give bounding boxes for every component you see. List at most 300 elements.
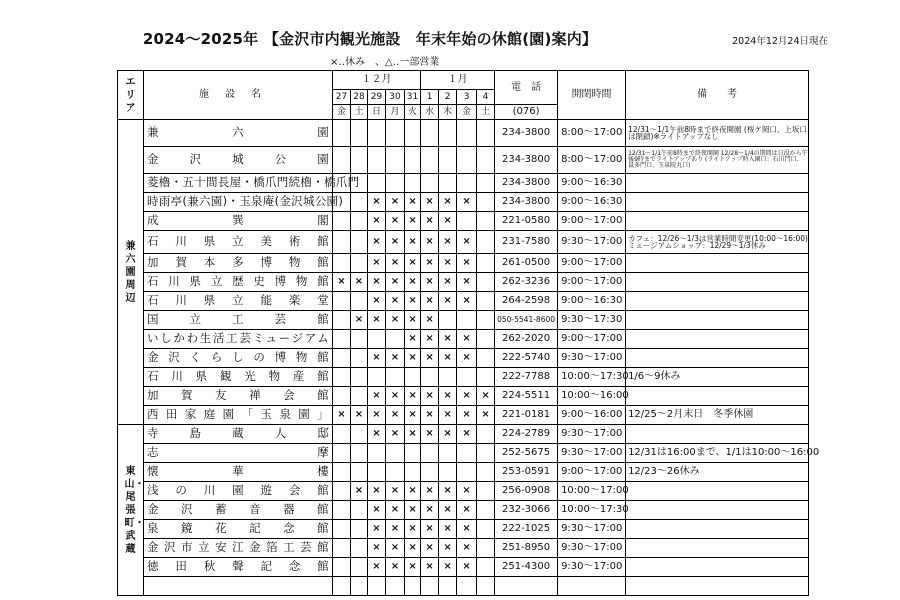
closure-mark (333, 425, 351, 444)
closure-mark (477, 444, 495, 463)
closure-mark (351, 349, 368, 368)
closure-mark: × (421, 349, 439, 368)
note (626, 425, 809, 444)
closure-mark (439, 577, 457, 596)
closure-mark (351, 120, 368, 147)
note (626, 330, 809, 349)
facility-row (118, 311, 809, 330)
closure-mark (477, 330, 495, 349)
facility-row (118, 520, 809, 539)
phone-number: 251-4300 (495, 558, 558, 577)
facility-name: 泉鏡花記念館 (144, 520, 333, 539)
closure-mark: × (368, 482, 386, 501)
closure-mark: × (351, 406, 368, 425)
note (626, 254, 809, 273)
day-cell: 2 (439, 90, 457, 105)
closure-mark (351, 463, 368, 482)
facility-name: 成巽閣 (144, 212, 333, 231)
weekday-cell: 金 (333, 105, 351, 120)
closure-mark (351, 520, 368, 539)
day-cell: 31 (405, 90, 421, 105)
closure-mark: × (405, 231, 421, 254)
closure-mark: × (421, 501, 439, 520)
closure-mark: × (368, 501, 386, 520)
closure-mark: × (351, 311, 368, 330)
closure-mark (351, 212, 368, 231)
facility-name: 石川県観光物産館 (144, 368, 333, 387)
facility-name: いしかわ生活工芸ミュージアム (144, 330, 333, 349)
note (626, 387, 809, 406)
closure-mark: × (457, 520, 477, 539)
closure-mark: × (457, 254, 477, 273)
closure-mark: × (386, 193, 405, 212)
closure-mark: × (405, 406, 421, 425)
closure-mark (439, 174, 457, 193)
facility-row (118, 231, 809, 254)
closure-mark (368, 463, 386, 482)
facility-row (118, 349, 809, 368)
opening-hours: 10:00～17:30 (558, 501, 626, 520)
facility-name: 志摩 (144, 444, 333, 463)
facility-row (118, 501, 809, 520)
phone-number: 232-3066 (495, 501, 558, 520)
facility-row (118, 482, 809, 501)
closure-mark: × (368, 231, 386, 254)
note (626, 311, 809, 330)
closure-mark: × (439, 558, 457, 577)
facility-name: 時雨亭(兼六園)・玉泉庵(金沢城公園) (144, 193, 333, 212)
note (626, 482, 809, 501)
closure-mark (439, 311, 457, 330)
phone-number: 221-0580 (495, 212, 558, 231)
closure-mark: × (333, 406, 351, 425)
closure-mark: × (405, 273, 421, 292)
closure-mark: × (368, 387, 386, 406)
closure-mark (457, 212, 477, 231)
closure-mark (457, 463, 477, 482)
note (626, 349, 809, 368)
closure-mark: × (439, 273, 457, 292)
phone-number: 231-7580 (495, 231, 558, 254)
closure-mark: × (405, 193, 421, 212)
closure-mark: × (405, 539, 421, 558)
facility-name: 菱櫓・五十間長屋・橋爪門続櫓・橋爪門 (144, 174, 333, 193)
closure-mark: × (421, 193, 439, 212)
phone-number: 224-2789 (495, 425, 558, 444)
closure-mark (351, 330, 368, 349)
phone-number: 264-2598 (495, 292, 558, 311)
closure-mark (351, 501, 368, 520)
closure-mark: × (386, 501, 405, 520)
hours-header: 開閉時間 (558, 71, 626, 120)
note: 12/31～1/1午前8時まで終夜開園 (桜ケ岡口、上坂口は閉鎖)※ライトアップなし (626, 120, 809, 147)
day-cell: 28 (351, 90, 368, 105)
closure-mark: × (386, 212, 405, 231)
facility-row (118, 254, 809, 273)
document-title: 2024～2025年 【金沢市内観光施設 年末年始の休館(園)案内】 (142, 30, 598, 48)
closure-mark (386, 120, 405, 147)
weekday-cell: 金 (457, 105, 477, 120)
closure-mark: × (421, 406, 439, 425)
closure-mark: × (439, 349, 457, 368)
weekday-cell: 土 (477, 105, 495, 120)
closure-mark: × (386, 558, 405, 577)
closure-mark: × (457, 349, 477, 368)
opening-hours: 9:30～17:00 (558, 539, 626, 558)
tel-area-code: (076) (495, 105, 558, 120)
facility-name: 石川県立能楽堂 (144, 292, 333, 311)
phone-number: 234-3800 (495, 174, 558, 193)
phone-number: 234-3800 (495, 147, 558, 174)
note: 12/23～26休み (626, 463, 809, 482)
facility-name: 金沢城公園 (144, 147, 333, 174)
closure-mark: × (386, 425, 405, 444)
closure-mark (333, 482, 351, 501)
closure-mark: × (386, 254, 405, 273)
closure-mark (333, 349, 351, 368)
day-cell: 3 (457, 90, 477, 105)
closure-mark (439, 444, 457, 463)
day-cell: 27 (333, 90, 351, 105)
phone-number: 252-5675 (495, 444, 558, 463)
closure-mark (457, 120, 477, 147)
closure-mark: × (386, 273, 405, 292)
closure-mark (477, 501, 495, 520)
phone-number: 253-0591 (495, 463, 558, 482)
weekday-cell: 水 (421, 105, 439, 120)
closure-mark (457, 174, 477, 193)
phone-number: 222-5740 (495, 349, 558, 368)
opening-hours: 9:00～17:00 (558, 463, 626, 482)
closure-mark: × (368, 292, 386, 311)
closure-mark (351, 292, 368, 311)
note (626, 273, 809, 292)
facility-name: 徳田秋聲記念館 (144, 558, 333, 577)
closure-mark (333, 501, 351, 520)
note (626, 174, 809, 193)
closure-mark: × (439, 330, 457, 349)
closure-mark: × (439, 193, 457, 212)
closure-mark (421, 147, 439, 174)
closure-mark: × (439, 539, 457, 558)
facility-row (118, 577, 809, 596)
closure-mark: × (351, 482, 368, 501)
day-cell: 1 (421, 90, 439, 105)
closure-mark (477, 147, 495, 174)
closure-mark (333, 463, 351, 482)
opening-hours: 9:00～17:00 (558, 212, 626, 231)
closure-mark: × (368, 212, 386, 231)
closure-mark (405, 120, 421, 147)
weekday-cell: 火 (405, 105, 421, 120)
closure-mark (333, 577, 351, 596)
day-cell: 4 (477, 90, 495, 105)
facility-row (118, 539, 809, 558)
note: カフェ：12/26～1/3は営業時間変更(10:00～16:00) ミュージアムショップ：12/29～1/3休み (626, 231, 809, 254)
closure-mark: × (421, 212, 439, 231)
closure-mark (457, 577, 477, 596)
closure-mark: × (333, 273, 351, 292)
facility-name: 金沢蓄音器館 (144, 501, 333, 520)
phone-number: 234-3800 (495, 193, 558, 212)
closure-mark (368, 444, 386, 463)
weekday-cell: 木 (439, 105, 457, 120)
weekday-cell: 月 (386, 105, 405, 120)
facility-name: 石川県立歴史博物館 (144, 273, 333, 292)
note (626, 501, 809, 520)
closure-mark: × (368, 425, 386, 444)
closure-mark: × (457, 387, 477, 406)
closure-mark (477, 425, 495, 444)
facility-name: 寺島蔵人邸 (144, 425, 333, 444)
closure-mark: × (405, 212, 421, 231)
closure-mark (351, 193, 368, 212)
month-december: １２月 (333, 71, 421, 90)
closure-mark (477, 231, 495, 254)
area-label: 兼六園周辺 (118, 120, 144, 425)
closure-mark (477, 558, 495, 577)
closure-mark: × (386, 406, 405, 425)
closure-mark (333, 520, 351, 539)
phone-number: 222-1025 (495, 520, 558, 539)
closure-mark (351, 231, 368, 254)
closure-mark (368, 174, 386, 193)
closure-mark (333, 212, 351, 231)
opening-hours: 10:00～17:00 (558, 482, 626, 501)
facility-row (118, 387, 809, 406)
closure-mark (405, 368, 421, 387)
closure-mark (386, 330, 405, 349)
closure-mark: × (439, 501, 457, 520)
closure-mark (351, 444, 368, 463)
closure-mark: × (405, 330, 421, 349)
phone-number: 221-0181 (495, 406, 558, 425)
closure-mark (333, 292, 351, 311)
closure-mark (477, 273, 495, 292)
closure-mark: × (457, 539, 477, 558)
closure-mark (386, 174, 405, 193)
closure-mark (421, 577, 439, 596)
as-of-date: 2024年12月24日現在 (732, 36, 828, 47)
closure-mark: × (405, 520, 421, 539)
closure-mark (477, 539, 495, 558)
closure-mark (333, 444, 351, 463)
closure-mark (477, 463, 495, 482)
facility-row (118, 368, 809, 387)
note (626, 212, 809, 231)
closure-mark (351, 539, 368, 558)
closure-mark: × (439, 231, 457, 254)
closure-mark: × (386, 231, 405, 254)
closure-mark (333, 330, 351, 349)
closure-mark (351, 558, 368, 577)
closure-mark (351, 387, 368, 406)
facility-name: 金沢市立安江金箔工芸館 (144, 539, 333, 558)
closure-mark: × (421, 482, 439, 501)
closure-mark: × (421, 292, 439, 311)
note (626, 577, 809, 596)
note (626, 539, 809, 558)
closure-mark: × (421, 520, 439, 539)
opening-hours: 9:30～17:00 (558, 349, 626, 368)
facility-row (118, 120, 809, 147)
facility-row (118, 444, 809, 463)
note: 1/6～9休み (626, 368, 809, 387)
closure-mark (368, 368, 386, 387)
closure-mark: × (405, 558, 421, 577)
closure-mark (333, 368, 351, 387)
note (626, 558, 809, 577)
closure-mark (457, 147, 477, 174)
facility-row (118, 212, 809, 231)
closure-mark (368, 577, 386, 596)
facility-name: 加賀友禅会館 (144, 387, 333, 406)
opening-hours: 10:00～16:00 (558, 387, 626, 406)
closure-mark (333, 254, 351, 273)
closure-mark (351, 425, 368, 444)
closure-mark: × (457, 406, 477, 425)
closure-mark: × (405, 425, 421, 444)
closure-mark: × (405, 292, 421, 311)
opening-hours: 9:30～17:00 (558, 444, 626, 463)
closure-mark: × (405, 254, 421, 273)
facility-name: 国立工芸館 (144, 311, 333, 330)
facility-row (118, 174, 809, 193)
tel-header: 電 話 (495, 71, 558, 105)
closure-mark (333, 387, 351, 406)
closure-mark (386, 147, 405, 174)
weekday-cell: 土 (351, 105, 368, 120)
closure-mark (386, 444, 405, 463)
closure-mark: × (368, 311, 386, 330)
closure-mark: × (368, 539, 386, 558)
phone-number: 251-8950 (495, 539, 558, 558)
area-header: エリア (118, 71, 144, 120)
closure-mark (421, 463, 439, 482)
closure-mark (368, 120, 386, 147)
opening-hours: 8:00～17:00 (558, 147, 626, 174)
phone-number (495, 577, 558, 596)
closure-mark (421, 444, 439, 463)
month-january: １月 (421, 71, 495, 90)
closure-mark: × (457, 292, 477, 311)
opening-hours: 9:00～16:00 (558, 406, 626, 425)
facility-row (118, 558, 809, 577)
closure-mark (421, 174, 439, 193)
closure-mark: × (457, 273, 477, 292)
facility-header: 施設名 (144, 71, 333, 120)
closure-mark (405, 147, 421, 174)
facility-name (144, 577, 333, 596)
closure-mark: × (386, 311, 405, 330)
closure-mark (333, 147, 351, 174)
closure-mark: × (421, 231, 439, 254)
closure-mark: × (457, 425, 477, 444)
closure-mark: × (457, 482, 477, 501)
closure-mark: × (477, 387, 495, 406)
phone-number: 256-0908 (495, 482, 558, 501)
closure-mark: × (439, 520, 457, 539)
closure-mark: × (386, 482, 405, 501)
closure-mark: × (405, 311, 421, 330)
opening-hours: 9:30～17:30 (558, 311, 626, 330)
opening-hours: 9:00～17:00 (558, 330, 626, 349)
closure-mark (477, 349, 495, 368)
closure-mark: × (421, 539, 439, 558)
phone-number: 261-0500 (495, 254, 558, 273)
closure-mark (439, 368, 457, 387)
closure-mark (386, 577, 405, 596)
closure-mark: × (421, 311, 439, 330)
closure-mark: × (405, 501, 421, 520)
day-cell: 29 (368, 90, 386, 105)
closure-mark: × (439, 406, 457, 425)
closure-mark (405, 444, 421, 463)
closure-mark: × (421, 273, 439, 292)
closure-mark (333, 120, 351, 147)
closure-mark: × (457, 501, 477, 520)
closure-mark: × (421, 387, 439, 406)
closure-mark (351, 254, 368, 273)
closure-mark (386, 463, 405, 482)
facility-row (118, 193, 809, 212)
note: 12/25～2月末日 冬季休園 (626, 406, 809, 425)
closure-mark (457, 311, 477, 330)
closure-mark (368, 330, 386, 349)
closure-mark: × (421, 254, 439, 273)
closure-mark: × (368, 406, 386, 425)
closure-mark (333, 231, 351, 254)
facility-row (118, 425, 809, 444)
note: 12/31～1/1午前8時まで終夜開園 12/28～1/4の期間は日没から午後9時までライトアップあり (ライトアップ時入園口：石川門口、鼠多門口、玉泉院丸口) (626, 147, 809, 174)
closure-mark: × (368, 558, 386, 577)
closure-mark: × (351, 273, 368, 292)
closure-mark: × (421, 330, 439, 349)
facility-name: 西田家庭園「玉泉園」 (144, 406, 333, 425)
facility-name: 浅の川園遊会館 (144, 482, 333, 501)
closure-schedule-table (117, 70, 820, 596)
closure-mark: × (439, 254, 457, 273)
closure-mark: × (439, 292, 457, 311)
closure-mark (477, 577, 495, 596)
closure-mark: × (386, 539, 405, 558)
closure-mark: × (368, 520, 386, 539)
facility-row (118, 292, 809, 311)
closure-mark (351, 577, 368, 596)
closure-mark (386, 368, 405, 387)
closure-mark (405, 174, 421, 193)
closure-mark (333, 539, 351, 558)
facility-name: 兼六園 (144, 120, 333, 147)
closure-mark: × (405, 387, 421, 406)
closure-mark: × (477, 406, 495, 425)
facility-name: 金沢くらしの博物館 (144, 349, 333, 368)
closure-mark: × (368, 254, 386, 273)
closure-mark: × (439, 387, 457, 406)
closure-mark: × (368, 349, 386, 368)
facility-row (118, 463, 809, 482)
note (626, 292, 809, 311)
closure-mark: × (386, 292, 405, 311)
note (626, 520, 809, 539)
closure-mark (477, 193, 495, 212)
closure-mark (477, 120, 495, 147)
closure-mark (439, 463, 457, 482)
facility-row (118, 330, 809, 349)
note: 12/31は16:00まで、1/1は10:00～16:00 (626, 444, 809, 463)
facility-name: 石川県立美術館 (144, 231, 333, 254)
legend: ×‥休み 、△‥一部営業 (330, 57, 440, 68)
